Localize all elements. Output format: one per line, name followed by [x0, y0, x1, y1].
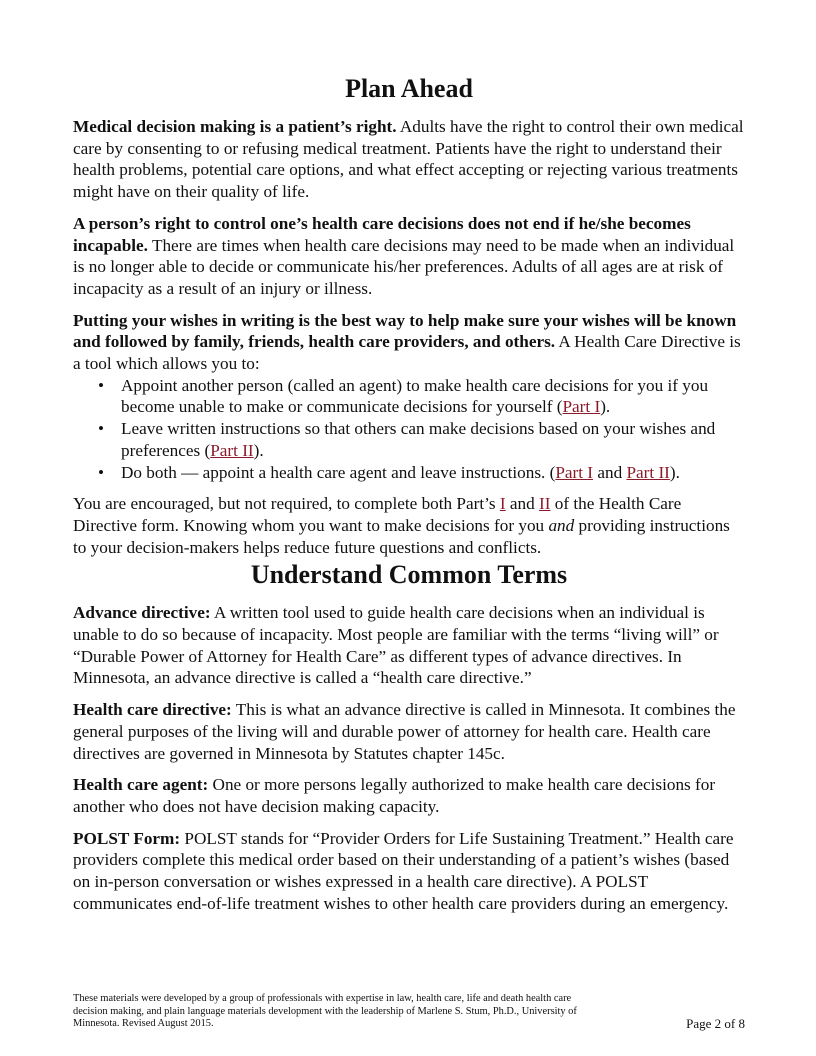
- term-health-care-directive: [73, 699, 745, 764]
- bullet-icon: •: [98, 419, 105, 439]
- term-label: POLST Form:: [73, 828, 181, 848]
- term-label: Health care directive:: [73, 700, 232, 720]
- paragraph-text: A Health Care Directive is a tool which allows you to:: [73, 332, 741, 374]
- paragraph-lead-bold: Medical decision making is a patient’s right.: [73, 117, 397, 136]
- paragraph-text: You are encouraged, but not required, to complete both Part’s: [73, 494, 500, 514]
- directive-options-list: [73, 375, 745, 484]
- term-definition: A written tool used to guide health care decisions when an individual is unable to do so because of incapacity. Most people are familiar with the terms “living will” or “Durable Power of Attorney for Health Care” as different types of advance directives. In Minnesota, an advance directive is called a “health care directive.”: [73, 603, 719, 688]
- part-i-link[interactable]: Part I: [562, 397, 601, 417]
- list-item: [73, 462, 745, 484]
- paragraph-patient-right: [73, 116, 745, 203]
- emphasis-text: and: [548, 515, 575, 535]
- list-item: [73, 418, 745, 461]
- part-ii-link[interactable]: Part II: [626, 462, 670, 482]
- paragraph-lead-bold: Putting your wishes in writing is the best way to help make sure your wishes will be known and followed by family, friends, health care providers, and others.: [73, 310, 737, 352]
- list-item-text: ).: [669, 462, 680, 482]
- page-footer: [73, 993, 745, 1031]
- term-health-care-agent: [73, 774, 745, 817]
- list-item-text: ).: [253, 440, 264, 460]
- paragraph-lead-bold: A person’s right to control one’s health care decisions does not end if he/she becomes incapable.: [73, 213, 691, 255]
- paragraph-wishes-in-writing: [73, 310, 745, 375]
- term-label: Advance directive:: [73, 603, 211, 623]
- page-number: Page 2 of 8: [686, 1016, 745, 1032]
- bullet-icon: •: [98, 462, 105, 482]
- list-item-text: Do both — appoint a health care agent and leave instructions. (: [121, 462, 556, 482]
- paragraph-text: of the Health Care Directive form. Knowing whom you want to make decisions for you: [73, 494, 682, 535]
- paragraph-text: There are times when health care decisions may need to be made when an individual is no longer able to decide or communicate his/her preferences. Adults of all ages are at risk of incapacity as a result of an injury or illness.: [73, 235, 735, 298]
- footer-credits: These materials were developed by a group of professionals with expertise in law, health care, life and death health care decision making, and plain language materials development with the leadership of Marlene S. Stum, Ph.D., University of Minnesota. Revised August 2015.: [73, 993, 577, 1030]
- section-title-common-terms: Understand Common Terms: [250, 560, 568, 590]
- list-item-text: and: [593, 462, 627, 482]
- term-definition: This is what an advance directive is called in Minnesota. It combines the general purposes of the living will and durable power of attorney for health care. Health care directives are governed in Minnesota by Statutes chapter 145c.: [73, 700, 736, 763]
- paragraph-text: and: [505, 494, 540, 514]
- paragraph-encouraged: [73, 493, 745, 558]
- list-item-text: Leave written instructions so that others can make decisions based on your wishes and preferences (: [121, 419, 716, 460]
- term-label: Health care agent:: [73, 775, 209, 795]
- list-item-text: ).: [600, 397, 611, 417]
- part-ii-link[interactable]: II: [539, 494, 551, 514]
- bullet-icon: •: [98, 375, 105, 395]
- paragraph-text: providing instructions to your decision-makers helps reduce future questions and conflicts.: [73, 515, 730, 557]
- term-definition: POLST stands for “Provider Orders for Life Sustaining Treatment.” Health care providers complete this medical order based on their understanding of a patient’s wishes (based on in-person conversation or wishes expressed in a health care directive). A POLST communicates end-of-life treatment wishes to other health care providers during an emergency.: [73, 828, 734, 913]
- paragraph-text: Adults have the right to control their own medical care by consenting to or refusing medical treatment. Patients have the right to understand their health problems, potential care options, and what effect accepting or rejecting various treatments might have on their quality of life.: [73, 117, 744, 202]
- list-item: [73, 375, 745, 418]
- section-title-plan-ahead: Plan Ahead: [345, 74, 473, 103]
- part-ii-link[interactable]: Part II: [210, 440, 254, 460]
- term-definition: One or more persons legally authorized to make health care decisions for another who does not have decision making capacity.: [73, 775, 716, 816]
- list-item-text: Appoint another person (called an agent) to make health care decisions for you if you become unable to make or communicate decisions for yourself (: [121, 375, 709, 417]
- part-i-link[interactable]: I: [499, 494, 506, 514]
- part-i-link[interactable]: Part I: [555, 462, 594, 482]
- term-polst-form: [73, 828, 745, 915]
- paragraph-incapable: [73, 213, 745, 300]
- document-page: [73, 72, 745, 925]
- term-advance-directive: [73, 602, 745, 689]
